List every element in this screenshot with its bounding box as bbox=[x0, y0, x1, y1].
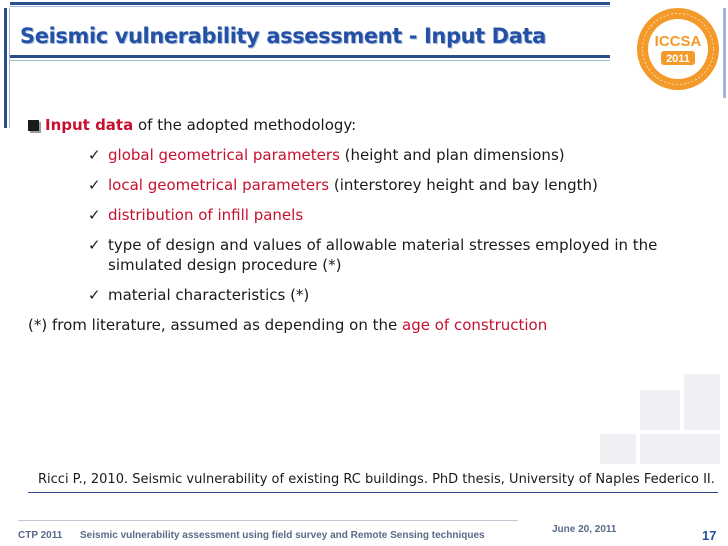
iccsa-logo-icon bbox=[635, 6, 721, 92]
frame-left-line bbox=[4, 8, 7, 128]
logo-year: 2011 bbox=[666, 53, 690, 65]
footnote-highlight: age of construction bbox=[402, 316, 548, 334]
list-item-text: (interstorey height and bay length) bbox=[329, 176, 598, 194]
title-underline bbox=[10, 55, 610, 58]
reference-text: Ricci P., 2010. Seismic vulnerability of existing RC buildings. PhD thesis, University of Naples Federico II. bbox=[38, 472, 715, 487]
list-item bbox=[88, 176, 598, 194]
iccsa-logo bbox=[635, 6, 721, 92]
watermark-square bbox=[600, 434, 636, 464]
slide-title: Seismic vulnerability assessment - Input Data bbox=[20, 24, 546, 48]
frame-top-line bbox=[10, 2, 610, 5]
list-item-continuation: simulated design procedure (*) bbox=[108, 256, 342, 274]
checkmark-icon: ✓ bbox=[88, 176, 101, 194]
list-item-highlight: global geometrical parameters bbox=[108, 146, 340, 164]
list-item-text: material characteristics (*) bbox=[108, 286, 310, 304]
checkmark-icon: ✓ bbox=[88, 146, 101, 164]
square-bullet-icon bbox=[28, 120, 39, 131]
watermark-square bbox=[640, 390, 680, 430]
frame-top-line-light bbox=[10, 6, 610, 7]
checkmark-icon: ✓ bbox=[88, 286, 101, 304]
list-item bbox=[88, 146, 565, 164]
frame-left-line-light bbox=[9, 8, 10, 128]
footer-title: Seismic vulnerability assessment using field survey and Remote Sensing techniques bbox=[80, 530, 485, 541]
footnote-line bbox=[28, 316, 547, 334]
intro-highlight: Input data bbox=[45, 116, 134, 134]
list-item bbox=[88, 236, 657, 254]
list-item-highlight: distribution of infill panels bbox=[108, 206, 304, 224]
list-item bbox=[88, 206, 303, 224]
watermark-square bbox=[640, 434, 720, 464]
footer-divider bbox=[18, 520, 518, 521]
intro-line bbox=[28, 116, 356, 134]
title-underline-light bbox=[10, 60, 610, 61]
footer-event: CTP 2011 bbox=[18, 530, 63, 541]
list-item bbox=[88, 286, 309, 304]
checkmark-icon: ✓ bbox=[88, 236, 101, 254]
reference-divider bbox=[28, 492, 718, 493]
footnote-text: (*) from literature, assumed as depending on the bbox=[28, 316, 403, 334]
checkmark-icon: ✓ bbox=[88, 206, 101, 224]
watermark-square bbox=[684, 374, 720, 430]
logo-name: ICCSA bbox=[654, 33, 702, 50]
intro-text: of the adopted methodology: bbox=[133, 116, 357, 134]
footer-date: June 20, 2011 bbox=[552, 524, 617, 535]
list-item-text: type of design and values of allowable material stresses employed in the bbox=[108, 236, 658, 254]
list-item-highlight: local geometrical parameters bbox=[108, 176, 330, 194]
frame-right-line bbox=[723, 8, 726, 98]
page-number: 17 bbox=[702, 528, 717, 543]
list-item-text: (height and plan dimensions) bbox=[339, 146, 565, 164]
